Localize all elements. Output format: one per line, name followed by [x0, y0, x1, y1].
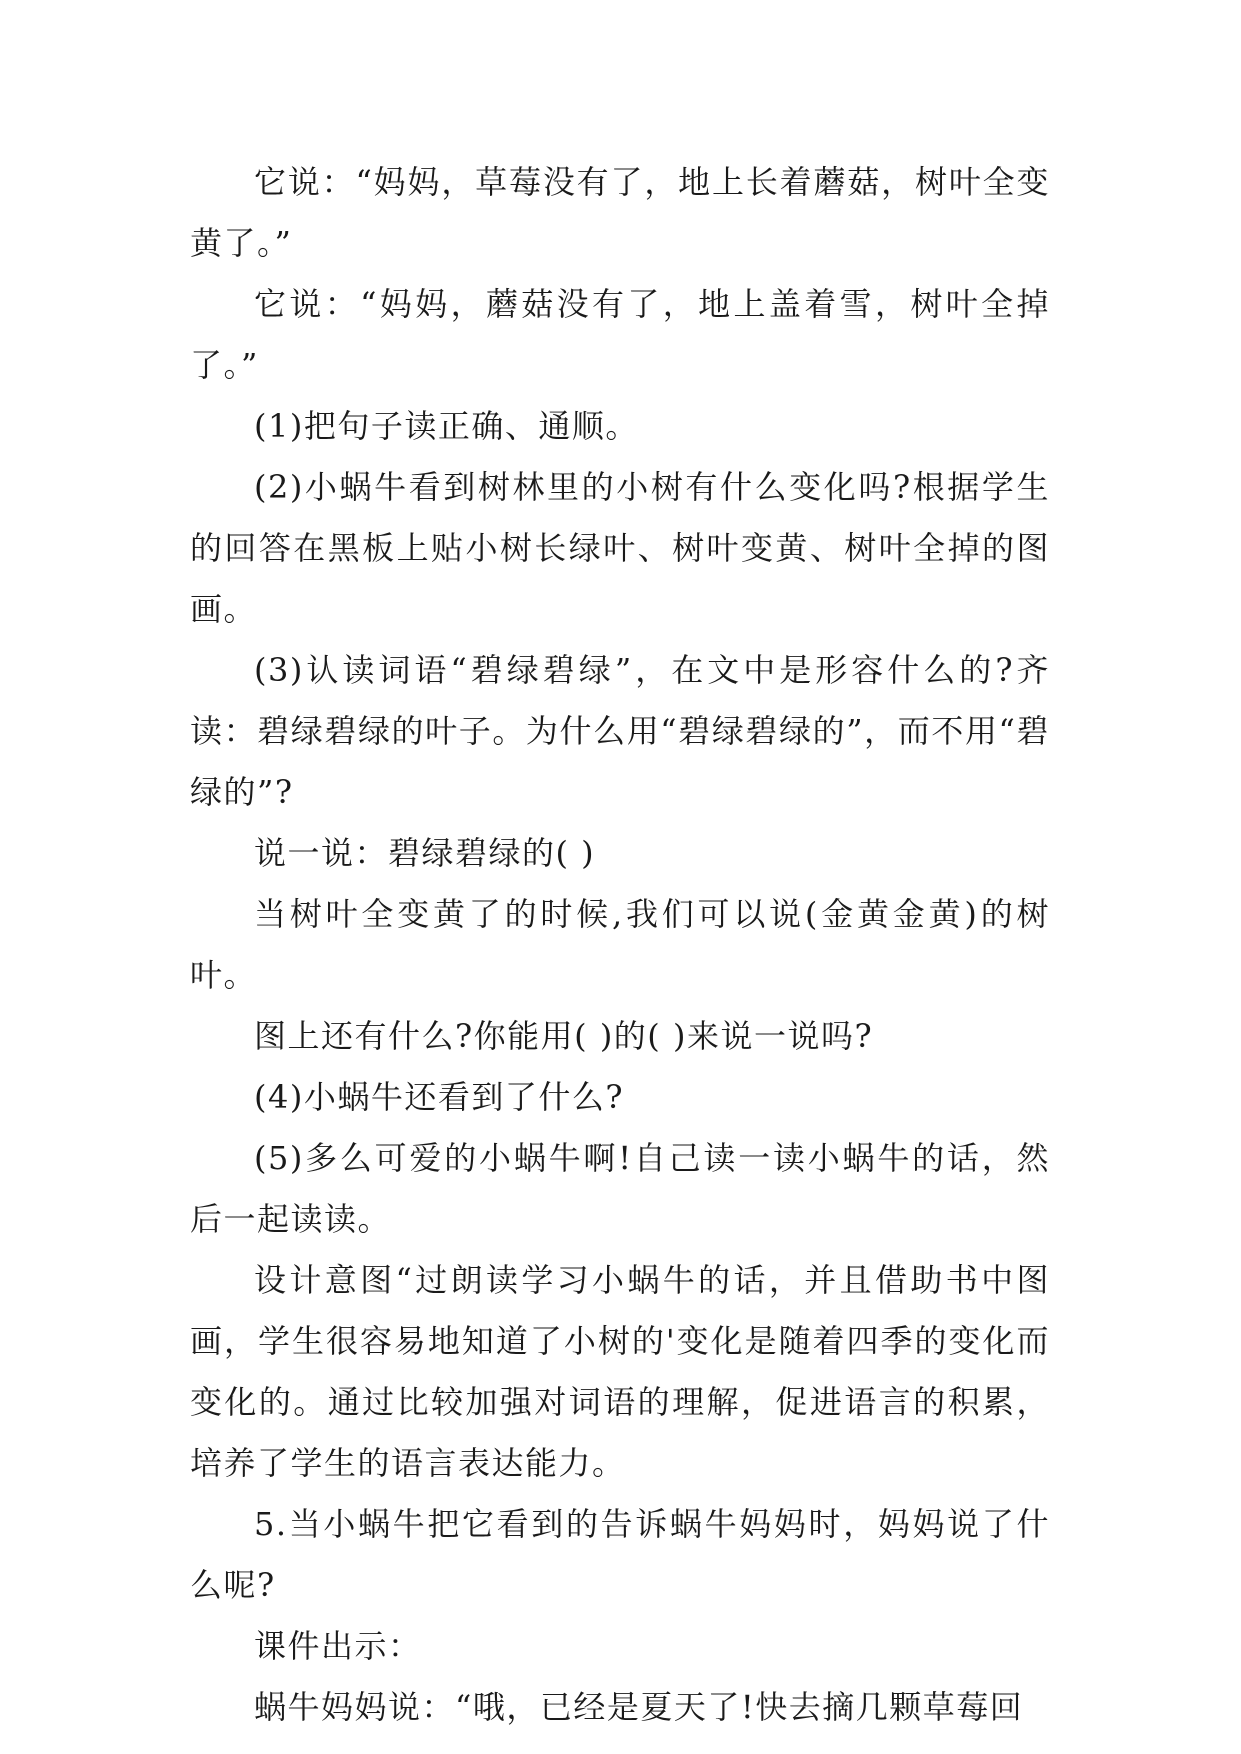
- paragraph-step-3: (3)认读词语“碧绿碧绿”，在文中是形容什么的?齐读：碧绿碧绿的叶子。为什么用“碧绿碧绿的”，而不用“碧绿的”?: [190, 651, 1050, 811]
- paragraph-courseware: 课件出示：: [254, 1627, 422, 1665]
- paragraph-step-2: (2)小蜗牛看到树林里的小树有什么变化吗?根据学生的回答在黑板上贴小树长绿叶、树叶变黄、树叶全掉的图画。: [190, 468, 1050, 628]
- paragraph-golden-leaves: 当树叶全变黄了的时候,我们可以说(金黄金黄)的树叶。: [190, 895, 1050, 994]
- paragraph-step-4: (4)小蜗牛还看到了什么?: [254, 1078, 624, 1116]
- paragraph-section-5: 5.当小蜗牛把它看到的告诉蜗牛妈妈时，妈妈说了什么呢?: [190, 1505, 1050, 1604]
- paragraph-say-it: 说一说：碧绿碧绿的( ): [254, 834, 596, 872]
- paragraph-design-intent: 设计意图“过朗读学习小蜗牛的话，并且借助书中图画，学生很容易地知道了小树的'变化是随着四季的变化而变化的。通过比较加强对词语的理解，促进语言的积累，培养了学生的语言表达能力。: [190, 1261, 1050, 1482]
- paragraph-mother-quote: 蜗牛妈妈说：“哦，已经是夏天了!快去摘几颗草莓回: [254, 1688, 1024, 1726]
- paragraph-step-1: (1)把句子读正确、通顺。: [254, 407, 639, 445]
- document-body: [190, 152, 1050, 1738]
- paragraph-step-5: (5)多么可爱的小蜗牛啊!自己读一读小蜗牛的话，然后一起读读。: [190, 1139, 1050, 1238]
- paragraph-quote-autumn: 它说：“妈妈，草莓没有了，地上长着蘑菇，树叶全变黄了。”: [190, 163, 1050, 262]
- paragraph-quote-winter: 它说：“妈妈，蘑菇没有了，地上盖着雪，树叶全掉了。”: [190, 285, 1050, 384]
- paragraph-picture-question: 图上还有什么?你能用( )的( )来说一说吗?: [254, 1017, 874, 1055]
